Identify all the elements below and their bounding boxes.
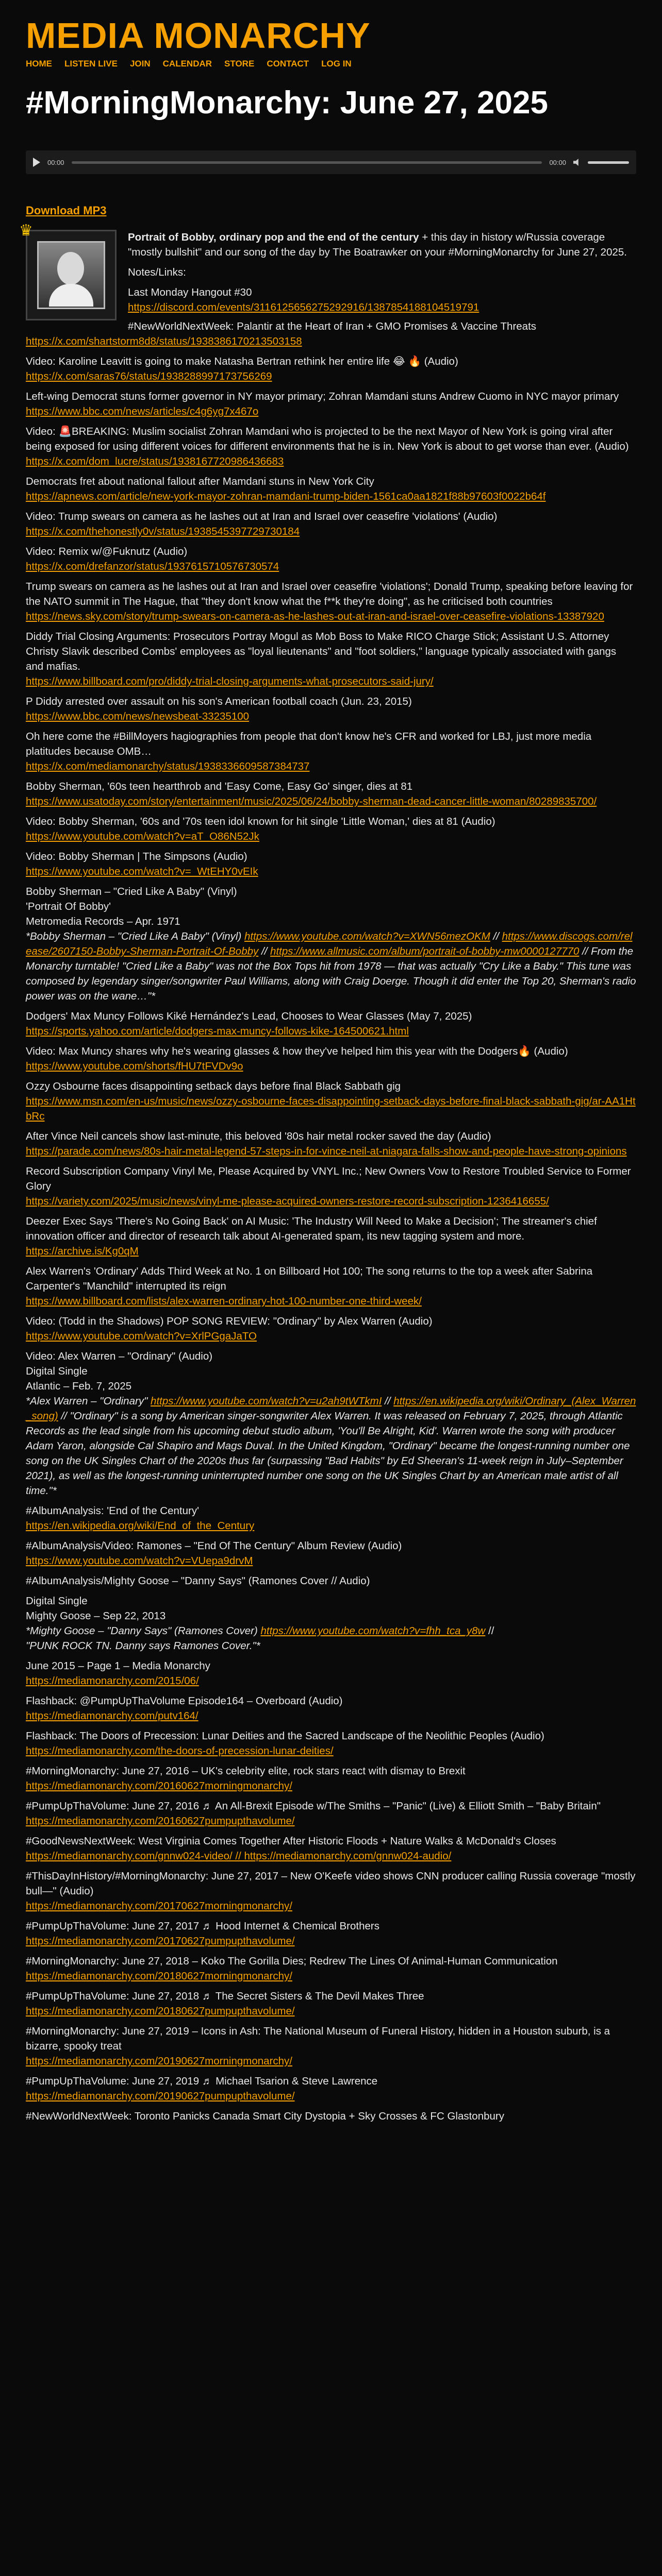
news-item-text: Democrats fret about national fallout after Mamdani stuns in New York City [26, 476, 374, 487]
post-title: #MorningMonarchy: June 27, 2025 [26, 85, 548, 121]
nwnw-text: #NewWorldNextWeek: Palantir at the Heart of Iran + GMO Promises & Vaccine Threats [128, 320, 537, 332]
goose-youtube-link[interactable]: https://www.youtube.com/watch?v=fhh_tca_y8w [260, 1625, 486, 1637]
news-item [26, 474, 636, 504]
news-item-link[interactable]: https://parade.com/news/80s-hair-metal-legend-57-steps-in-for-vince-neil-at-niagara-falls-show-and-people-have-strong-opinions [26, 1145, 627, 1157]
news-item-text: After Vince Neil cancels show last-minute, this beloved '80s hair metal rocker saved the day (Audio) [26, 1130, 491, 1142]
news-item-link[interactable]: https://www.bbc.com/news/newsbeat-33235100 [26, 710, 250, 722]
news-item-link[interactable]: https://x.com/dom_lucre/status/1938167720986436683 [26, 455, 284, 467]
news-item-text: #AlbumAnalysis/Video: Ramones – "End Of The Century" Album Review (Audio) [26, 1540, 402, 1552]
play-icon[interactable] [33, 158, 40, 167]
news-item-text: P Diddy arrested over assault on his son's American football coach (Jun. 23, 2015) [26, 696, 412, 707]
news-item-link[interactable]: https://mediamonarchy.com/the-doors-of-precession-lunar-deities/ [26, 1745, 334, 1757]
news-item [26, 1503, 636, 1533]
nwnw-link[interactable]: https://x.com/shartstorm8d8/status/1938386170213503158 [26, 335, 302, 347]
main-nav [26, 59, 636, 69]
news-item [26, 1919, 636, 1948]
album-title: Bobby Sherman – "Cried Like A Baby" (Vinyl) [26, 886, 237, 897]
warren-title: Video: Alex Warren – "Ordinary" (Audio) [26, 1350, 213, 1362]
news-item-text: Video: Karoline Leavitt is going to make Natasha Bertran rethink her entire life 😂 🔥 (Audio) [26, 355, 458, 367]
download-mp3-link[interactable]: Download MP3 [26, 204, 107, 217]
download-row [26, 204, 636, 217]
news-item [26, 694, 636, 724]
news-item-text: #NewWorldNextWeek: Toronto Panicks Canada Smart City Dystopia + Sky Crosses & FC Glastonbury [26, 2110, 504, 2122]
nav-contact[interactable]: CONTACT [267, 59, 309, 69]
news-item-text: Video: Remix w/@Fuknutz (Audio) [26, 546, 188, 557]
news-item [26, 1989, 636, 2019]
news-item-link[interactable]: https://mediamonarchy.com/putv164/ [26, 1710, 198, 1722]
hangout-text: Last Monday Hangout #30 [128, 286, 252, 298]
news-item-link[interactable]: https://archive.is/Kg0qM [26, 1245, 139, 1257]
news-item-link[interactable]: https://mediamonarchy.com/gnnw024-video/ // https://mediamonarchy.com/gnnw024-audio/ [26, 1850, 452, 1862]
news-item-text: #AlbumAnalysis: 'End of the Century' [26, 1505, 199, 1517]
warren-label: Atlantic – Feb. 7, 2025 [26, 1380, 132, 1392]
news-item-link[interactable]: https://mediamonarchy.com/20170627morningmonarchy/ [26, 1900, 292, 1912]
news-item [26, 1129, 636, 1159]
notes-label: Notes/Links: [128, 266, 186, 278]
intro-summary: + this day in history w/Russia coverage "mostly bullshit" and our song of the day by The Boatrawker on your #MorningMonarchy for June 27, 2025. [128, 231, 627, 258]
news-item [26, 1834, 636, 1863]
news-item-text: Bobby Sherman, '60s teen heartthrob and 'Easy Come, Easy Go' singer, dies at 81 [26, 781, 413, 792]
news-item-link[interactable]: https://www.youtube.com/watch?v=VUepa9drvM [26, 1555, 253, 1567]
news-item-text: Video: Bobby Sherman | The Simpsons (Audio) [26, 851, 247, 862]
news-item [26, 544, 636, 574]
news-item [26, 1314, 636, 1344]
news-item-link[interactable]: https://mediamonarchy.com/20180627pumpupthavolume/ [26, 2005, 295, 2017]
site-title[interactable]: MEDIA MONARCHY [26, 15, 371, 56]
news-item [26, 509, 636, 539]
news-item [26, 1164, 636, 1209]
news-item-link[interactable]: https://sports.yahoo.com/article/dodgers-max-muncy-follows-kike-164500621.html [26, 1025, 409, 1037]
nav-calendar[interactable]: CALENDAR [162, 59, 212, 69]
nav-store[interactable]: STORE [224, 59, 255, 69]
news-item-link[interactable]: https://www.youtube.com/shorts/fHU7tFVDv9o [26, 1060, 243, 1072]
warren-wiki-link[interactable]: https://en.wikipedia.org/wiki/Ordinary_(Alex_Warren_song) [26, 1395, 636, 1422]
news-item [26, 1264, 636, 1309]
news-list-4 [26, 1658, 636, 2124]
news-item-text: June 2015 – Page 1 – Media Monarchy [26, 1660, 210, 1672]
goose-label: Mighty Goose – Sep 22, 2013 [26, 1610, 166, 1622]
news-item-link[interactable]: https://x.com/drefanzor/status/1937615710576730574 [26, 561, 279, 572]
news-item [26, 1954, 636, 1984]
news-item-text: Video: (Todd in the Shadows) POP SONG REVIEW: "Ordinary" by Alex Warren (Audio) [26, 1315, 433, 1327]
news-item-text: #MorningMonarchy: June 27, 2018 – Koko The Gorilla Dies; Redrew The Lines Of Animal-Human Communication [26, 1955, 558, 1967]
intro-text [128, 230, 636, 334]
news-item-link[interactable]: https://www.billboard.com/pro/diddy-trial-closing-arguments-what-prosecutors-said-jury/ [26, 675, 434, 687]
news-item-link[interactable]: https://www.youtube.com/watch?v=_WtEHY0vEIk [26, 866, 258, 877]
news-item-text: #MorningMonarchy: June 27, 2019 – Icons in Ash: The National Museum of Funeral History, hidden in a Houston suburb, is a bizarre, spooky treat [26, 2025, 610, 2052]
news-item-text: #PumpUpThaVolume: June 27, 2019 ♬ Michael Tsarion & Steve Lawrence [26, 2075, 378, 2087]
news-item-text: #MorningMonarchy: June 27, 2016 – UK's celebrity elite, rock stars react with dismay to Brexit [26, 1765, 466, 1777]
news-item-link[interactable]: https://www.msn.com/en-us/music/news/ozzy-osbourne-faces-disappointing-setback-days-before-final-black-sabbath-gig/ar-AA1HtbRc [26, 1095, 636, 1122]
news-item-link[interactable]: https://x.com/saras76/status/1938288997173756269 [26, 370, 272, 382]
news-item-text: #AlbumAnalysis/Mighty Goose – "Danny Says" (Ramones Cover // Audio) [26, 1575, 370, 1587]
news-item [26, 779, 636, 809]
news-item-link[interactable]: https://www.usatoday.com/story/entertainment/music/2025/06/24/bobby-sherman-dead-cancer-little-woman/80289835700/ [26, 795, 597, 807]
news-item [26, 579, 636, 624]
news-item [26, 1728, 636, 1758]
news-item-link[interactable]: https://www.youtube.com/watch?v=XrlPGgaJaTO [26, 1330, 257, 1342]
crown-icon: ♛ [19, 222, 33, 239]
news-item-text: #GoodNewsNextWeek: West Virginia Comes Together After Historic Floods + Nature Walks & McDonald's Closes [26, 1835, 556, 1847]
news-item-link[interactable]: https://www.billboard.com/lists/alex-warren-ordinary-hot-100-number-one-third-week/ [26, 1295, 422, 1307]
warren-quote-intro: *Alex Warren – "Ordinary" [26, 1395, 151, 1407]
news-item-text: Diddy Trial Closing Arguments: Prosecutors Portray Mogul as Mob Boss to Make RICO Charge Stick; Assistant U.S. Attorney Christy Slavik described Combs' employees as "loyal lieutenants" and "foot soldiers," language typically associated with gangs and mafias. [26, 631, 617, 672]
album-quote-intro: *Bobby Sherman – "Cried Like A Baby" (Vinyl) [26, 930, 244, 942]
album-discogs-link[interactable]: https://www.discogs.com/release/2607150-Bobby-Sherman-Portrait-Of-Bobby [26, 930, 633, 957]
news-item-text: Video: Trump swears on camera as he lashes out at Iran and Israel over ceasefire 'violations' (Audio) [26, 511, 498, 522]
portrait-image [37, 241, 105, 309]
intro-headline: Portrait of Bobby, ordinary pop and the end of the century [128, 231, 419, 243]
news-item-text: Dodgers' Max Muncy Follows Kiké Hernández's Lead, Chooses to Wear Glasses (May 7, 2025) [26, 1010, 472, 1022]
news-item [26, 354, 636, 384]
nav-join[interactable]: JOIN [129, 59, 151, 69]
news-item-text: Flashback: The Doors of Precession: Lunar Deities and the Sacred Landscape of the Neolithic Peoples (Audio) [26, 1730, 544, 1742]
news-item [26, 1044, 636, 1074]
news-item [26, 1693, 636, 1723]
news-item-text: Oh here come the #BillMoyers hagiographies from people that don't know he's CFR and worked for LBJ, just more media platitudes because OMB… [26, 731, 592, 757]
news-item [26, 1799, 636, 1828]
news-item-link[interactable]: https://news.sky.com/story/trump-swears-on-camera-as-he-lashes-out-at-iran-and-israel-over-ceasefire-violations-13387920 [26, 611, 604, 622]
album-thumbnail [19, 222, 117, 320]
news-list-3 [26, 1503, 636, 1588]
news-item-link[interactable]: https://x.com/mediamonarchy/status/1938336609587384737 [26, 760, 310, 772]
album-label: Metromedia Records – Apr. 1971 [26, 916, 180, 927]
volume-icon[interactable] [573, 159, 581, 166]
news-item [26, 1079, 636, 1124]
nav-listen-live[interactable]: LISTEN LIVE [64, 59, 118, 69]
warren-quote-text: // "Ordinary" is a song by American singer-songwriter Alex Warren. It was released on February 7, 2025, through Atlantic Records as the lead single from his upcoming debut studio album, 'You'll Be Alright, Kid'. Warren wrote the song with producer Adam Yaron, alongside Cal Shapiro and Mags Duval. In the United Kingdom, "Ordinary" became the longest-running number one song on the UK Singles Chart of the 2020s thus far (surpassing "Bad Habits" by Ed Sheeran's 11-week reign in July–September 2021), as well as the longest-running uninterrupted number one song on the UK Singles Chart by an American male artist of all time."* [26, 1410, 630, 1497]
news-item-text: #ThisDayInHistory/#MorningMonarchy: June 27, 2017 – New O'Keefe video shows CNN producer calling Russia coverage "mostly bull—" (Audio) [26, 1870, 636, 1897]
news-item-text: Ozzy Osbourne faces disappointing setback days before final Black Sabbath gig [26, 1080, 401, 1092]
news-item-text: Deezer Exec Says 'There's No Going Back' on AI Music: 'The Industry Will Need to Make a Decision'; The streamer's chief innovation officer and director of research talk about AI-generated spam, its new tagging system and more. [26, 1215, 597, 1242]
audio-player [26, 150, 636, 174]
warren-youtube-link[interactable]: https://www.youtube.com/watch?v=u2ah9tWTkmI [151, 1395, 382, 1407]
news-item [26, 389, 636, 419]
news-item-link[interactable]: https://apnews.com/article/new-york-mayor-zohran-mamdani-trump-biden-1561ca0aa1821f88b97603f0022b64f [26, 490, 546, 502]
news-list-1 [26, 354, 636, 879]
seek-bar[interactable] [72, 161, 542, 164]
news-item-link[interactable]: https://mediamonarchy.com/20190627morningmonarchy/ [26, 2055, 292, 2067]
news-item-link[interactable]: https://en.wikipedia.org/wiki/End_of_the_Century [26, 1520, 255, 1532]
post-content: ♛ Portrait of Bobby, ordinary pop and the end of the century + this day in history w/Russia coverage "mostly bullshit" and our song of the day by The Boatrawker on your #MorningMonarchy for June 27, 2025. Notes/Links: Last Monday Hangout #30 https://discord.com/events/3116125656275292916/1387854188104519791 #NewWorldNextWeek: Palantir at the Heart of Iran + GMO Promises & Vaccine Threats https://x.com/shartstorm8d8/status/1938386170213503158 Video: Karoline Leavitt is going to make Natasha Bertran rethink her entire life 😂 🔥 (Audio) https://x.com/saras76/status/1938288997173756269 Left-wing Democrat stuns former governor in NY mayor primary; Zohran Mamdani stuns Andrew Cuomo in NYC mayor primary https://www.bbc.com/news/articles/c4g6yg7x467o Video: 🚨BREAKING: Muslim socialist Zohran Mamdani who is projected to be the next Mayor of New York is going viral after being exposed for using different voices for different environments that he is in. New York is about to get worse than ever. (Audio) https://x.com/dom_lucre/status/1938167720986436683 Democrats fret about national fallout after Mamdani stuns in New York City https://apnews.com/article/new-york-mayor-zohran-mamdani-trump-biden-1561ca0aa1821f88b97603f0022b64f Video: Trump swears on camera as he lashes out at Iran and Israel over ceasefire 'violations' (Audio) https://x.com/thehonestly0v/status/1938545397729730184 Video: Remix w/@Fuknutz (Audio) https://x.com/drefanzor/status/1937615710576730574 Trump swears on camera as he lashes out at Iran and Israel over ceasefire 'violations'; Donald Trump, speaking before leaving for the NATO summit in The Hague, that "they don't know what the f**k they're doing", as he criticised both countries https://news.sky.com/story/trump-swears-on-camera-as-he-lashes-out-at-iran-and-israel-over-ceasefire-violations-13387920 Diddy Trial Closing Arguments: Prosecutors Portray Mogul as Mob Boss to Make RICO Charge Stick; Assistant U.S. Attorney Christy Slavik described Combs' employees as "loyal lieutenants" and "foot soldiers," language typically associated with gangs and mafias. https://www.billboard.com/pro/diddy-trial-closing-arguments-what-prosecutors-said-jury/ P Diddy arrested over assault on his son's American football coach (Jun. 23, 2015) https://www.bbc.com/news/newsbeat-33235100 Oh here come the #BillMoyers hagiographies from people that don't know he's CFR and worked for LBJ, just more media platitudes because OMB… https://x.com/mediamonarchy/status/1938336609587384737 Bobby Sherman, '60s teen heartthrob and 'Easy Come, Easy Go' singer, dies at 81 https://www.usatoday.com/story/entertainment/music/2025/06/24/bobby-sherman-dead-cancer-little-woman/80289835700/ Video: Bobby Sherman, '60s and '70s teen idol known for hit single 'Little Woman,' dies at 81 (Audio) https://www.youtube.com/watch?v=aT_O86N52Jk Video: Bobby Sherman | The Simpsons (Audio) https://www.youtube.com/watch?v=_WtEHY0vEIk Bobby Sherman – "Cried Like A Baby" (Vinyl) 'Portrait Of Bobby' Metromedia Records – Apr. 1971 *Bobby Sherman – "Cried Like A Baby" (Vinyl) https://www.youtube.com/watch?v=XWN56mezOKM // https://www.discogs.com/release/2607150-Bobby-Sherman-Portrait-Of-Bobby // https://www.allmusic.com/album/portrait-of-bobby-mw0000127770 // From the Monarchy turntable! "Cried Like a Baby" was not the Box Tops hit from 1978 — that was actually "Cry Like a Baby." This tune was composed by legendary singer/songwriter Paul Williams, along with Craig Doerge. Though it did enter the Top 20, Sherman's radio power was on the wane…"* Dodgers' Max Muncy Follows Kiké Hernández's Lead, Chooses to Wear Glasses (May 7, 2025) https://sports.yahoo.com/article/dodgers-max-muncy-follows-kike-164500621.html Video: Max Muncy shares why he's wearing glasses & how they've helped him this year with the Dodgers🔥 (Audio) https://www.youtube.com/shorts/fHU7tFVDv9o Ozzy Osbourne faces disappointing setback days before final Black Sabbath gig https://www.msn.com/en-us/music/news/ozzy-osbourne-faces-disappointing-setback-days-before-final-black-sabbath-gig/ar-AA1HtbRc After Vince Neil cancels show last-minute, this beloved '80s hair metal rocker saved the day (Audio) https://parade.com/news/80s-hair-metal-legend-57-steps-in-for-vince-neil-at-niagara-falls-show-and-people-have-strong-opinions Record Subscription Company Vinyl Me, Please Acquired by VNYL Inc.; New Owners Vow to Restore Troubled Service to Former Glory https://variety.com/2025/music/news/vinyl-me-please-acquired-owners-restore-record-subscription-1236416655/ Deezer Exec Says 'There's No Going Back' on AI Music: 'The Industry Will Need to Make a Decision'; The streamer's chief innovation officer and director of research talk about AI-generated spam, its new tagging system and more. https://archive.is/Kg0qM Alex Warren's 'Ordinary' Adds Third Week at No. 1 on Billboard Hot 100; The song returns to the top a week after Sabrina Carpenter's "Manchild" interrupted its reign https://www.billboard.com/lists/alex-warren-ordinary-hot-100-number-one-third-week/ Video: (Todd in the Shadows) POP SONG REVIEW: "Ordinary" by Alex Warren (Audio) https://www.youtube.com/watch?v=XrlPGgaJaTO Video: Alex Warren – "Ordinary" (Audio) Digital Single Atlantic – Feb. 7, 2025 *Alex Warren – "Ordinary" https://www.youtube.com/watch?v=u2ah9tWTkmI // https://en.wikipedia.org/wiki/Ordinary_(Alex_Warren_song) // "Ordinary" is a song by American singer-songwriter Alex Warren. It was released on February 7, 2025, through Atlantic Records as the lead single from his upcoming debut studio album, 'You'll Be Alright, Kid'. Warren wrote the song with producer Adam Yaron, alongside Cal Shapiro and Mags Duval. In the United Kingdom, "Ordinary" became the longest-running number one song on the UK Singles Chart of the 2020s thus far (surpassing "Bad Habits" by Ed Sheeran's 11-week reign in July–September 2021), as well as the longest-running uninterrupted number one song on the UK Singles Chart by an American male artist of all time."* #AlbumAnalysis: 'End of the Century' https://en.wikipedia.org/wiki/End_of_the_Century #AlbumAnalysis/Video: Ramones – "End Of The Century" Album Review (Audio) https://www.youtube.com/watch?v=VUepa9drvM #AlbumAnalysis/Mighty Goose – "Danny Says" (Ramones Cover // Audio) Digital Single Mighty Goose – Sep 22, 2013 *Mighty Goose – "Danny Says" (Ramones Cover) https://www.youtube.com/watch?v=fhh_tca_y8w // "PUNK ROCK TN. Danny says Ramones Cover."* June 2015 – Page 1 – Media Monarchy https://mediamonarchy.com/2015/06/ Flashback: @PumpUpThaVolume Episode164 – Overboard (Audio) https://mediamonarchy.com/putv164/ Flashback: The Doors of Precession: Lunar Deities and the Sacred Landscape of the Neolithic Peoples (Audio) https://mediamonarchy.com/the-doors-of-precession-lunar-deities/ #MorningMonarchy: June 27, 2016 – UK's celebrity elite, rock stars react with dismay to Brexit https://mediamonarchy.com/20160627morningmonarchy/ #PumpUpThaVolume: June 27, 2016 ♬ An All-Brexit Episode w/The Smiths – "Panic" (Live) & Elliott Smith – "Baby Britain" https://mediamonarchy.com/20160627pumpupthavolume/ #GoodNewsNextWeek: West Virginia Comes Together After Historic Floods + Nature Walks & McDonald's Closes https://mediamonarchy.com/gnnw024-video/ // https://mediamonarchy.com/gnnw024-audio/ #ThisDayInHistory/#MorningMonarchy: June 27, 2017 – New O'Keefe video shows CNN producer calling Russia coverage "mostly bull—" (Audio) https://mediamonarchy.com/20170627morningmonarchy/ #PumpUpThaVolume: June 27, 2017 ♬ Hood Internet & Chemical Brothers https://mediamonarchy.com/20170627pumpupthavolume/ #MorningMonarchy: June 27, 2018 – Koko The Gorilla Dies; Redrew The Lines Of Animal-Human Communication https://mediamonarchy.com/20180627morningmonarchy/ #PumpUpThaVolume: June 27, 2018 ♬ The Secret Sisters & The Devil Makes Three https://mediamonarchy.com/20180627pumpupthavolume/ #MorningMonarchy: June 27, 2019 – Icons in Ash: The National Museum of Funeral History, hidden in a Houston suburb, is a bizarre, spooky treat https://mediamonarchy.com/20190627morningmonarchy/ #PumpUpThaVolume: June 27, 2019 ♬ Michael Tsarion & Steve Lawrence https://mediamonarchy.com/20190627pumpupthavolume/ #NewWorldNextWeek: Toronto Panicks Canada Smart City Dystopia + Sky Crosses & FC Glastonbury [26, 230, 636, 2124]
news-item [26, 1538, 636, 1568]
news-item [26, 1764, 636, 1793]
news-item-link[interactable]: https://www.bbc.com/news/articles/c4g6yg7x467o [26, 405, 259, 417]
news-item-text: Alex Warren's 'Ordinary' Adds Third Week at No. 1 on Billboard Hot 100; The song returns to the top a week after Sabrina Carpenter's "Manchild" interrupted its reign [26, 1265, 593, 1292]
news-item-text: Video: 🚨BREAKING: Muslim socialist Zohran Mamdani who is projected to be the next Mayor of New York is going viral after being exposed for using different voices for different environments that he is in. New York is about to get worse than ever. (Audio) [26, 426, 629, 452]
duration-time: 00:00 [549, 158, 566, 166]
news-item [26, 629, 636, 689]
news-item [26, 1214, 636, 1259]
news-item [26, 2074, 636, 2104]
news-item-text: Video: Max Muncy shares why he's wearing glasses & how they've helped him this year with the Dodgers🔥 (Audio) [26, 1045, 568, 1057]
news-item-link[interactable]: https://mediamonarchy.com/20160627morningmonarchy/ [26, 1780, 292, 1792]
goose-quote-intro: *Mighty Goose – "Danny Says" (Ramones Cover) [26, 1625, 261, 1637]
news-item [26, 424, 636, 469]
warren-format: Digital Single [26, 1365, 88, 1377]
goose-quote-text: "PUNK ROCK TN. Danny says Ramones Cover."* [26, 1640, 260, 1652]
news-item-text: Trump swears on camera as he lashes out at Iran and Israel over ceasefire 'violations'; Donald Trump, speaking before leaving for the NATO summit in The Hague, that "they don't know what the f**k they're doing", as he criticised both countries [26, 581, 633, 607]
news-item [26, 2109, 636, 2124]
news-item-link[interactable]: https://mediamonarchy.com/20170627pumpupthavolume/ [26, 1935, 295, 1947]
hangout-link[interactable]: https://discord.com/events/3116125656275292916/1387854188104519791 [128, 301, 479, 313]
news-item-link[interactable]: https://mediamonarchy.com/20160627pumpupthavolume/ [26, 1815, 295, 1827]
album-quote-text: // From the Monarchy turntable! "Cried Like a Baby" was not the Box Tops hit from 1978 — that was actually "Cry Like a Baby." This tune was composed by legendary singer/songwriter Paul Williams, along with Craig Doerge. Though it did enter the Top 20, Sherman's radio power was on the wane…"* [26, 945, 636, 1002]
news-item-link[interactable]: https://mediamonarchy.com/20180627morningmonarchy/ [26, 1970, 292, 1982]
news-item-text: Left-wing Democrat stuns former governor in NY mayor primary; Zohran Mamdani stuns Andrew Cuomo in NYC mayor primary [26, 391, 619, 402]
news-item-text: Flashback: @PumpUpThaVolume Episode164 – Overboard (Audio) [26, 1695, 343, 1707]
news-item [26, 1658, 636, 1688]
news-item-link[interactable]: https://mediamonarchy.com/2015/06/ [26, 1675, 199, 1687]
news-item-text: #PumpUpThaVolume: June 27, 2017 ♬ Hood Internet & Chemical Brothers [26, 1920, 379, 1932]
news-item-link[interactable]: https://www.youtube.com/watch?v=aT_O86N52Jk [26, 831, 259, 842]
news-item [26, 2024, 636, 2069]
news-item-link[interactable]: https://x.com/thehonestly0v/status/1938545397729730184 [26, 526, 300, 537]
news-item-text: Record Subscription Company Vinyl Me, Please Acquired by VNYL Inc.; New Owners Vow to Restore Troubled Service to Former Glory [26, 1165, 631, 1192]
album-name: 'Portrait Of Bobby' [26, 901, 111, 912]
news-item-text: #PumpUpThaVolume: June 27, 2018 ♬ The Secret Sisters & The Devil Makes Three [26, 1990, 424, 2002]
goose-format: Digital Single [26, 1595, 88, 1607]
news-item-text: Video: Bobby Sherman, '60s and '70s teen idol known for hit single 'Little Woman,' dies at 81 (Audio) [26, 816, 495, 827]
news-item [26, 1009, 636, 1039]
volume-slider[interactable] [588, 161, 629, 164]
news-item [26, 729, 636, 774]
nav-log-in[interactable]: LOG IN [321, 59, 352, 69]
news-item-text: #PumpUpThaVolume: June 27, 2016 ♬ An All-Brexit Episode w/The Smiths – "Panic" (Live) & Elliott Smith – "Baby Britain" [26, 1800, 601, 1812]
news-item [26, 814, 636, 844]
news-item-link[interactable]: https://mediamonarchy.com/20190627pumpupthavolume/ [26, 2090, 295, 2102]
album-youtube-link[interactable]: https://www.youtube.com/watch?v=XWN56mezOKM [244, 930, 490, 942]
news-item-link[interactable]: https://variety.com/2025/music/news/vinyl-me-please-acquired-owners-restore-record-subscription-1236416655/ [26, 1195, 549, 1207]
album-allmusic-link[interactable]: https://www.allmusic.com/album/portrait-of-bobby-mw0000127770 [270, 945, 580, 957]
news-item [26, 1573, 636, 1588]
current-time: 00:00 [47, 158, 64, 166]
news-item [26, 849, 636, 879]
nav-home[interactable]: HOME [26, 59, 52, 69]
intro-block [19, 222, 636, 334]
news-item [26, 1869, 636, 1913]
news-list-2 [26, 1009, 636, 1344]
